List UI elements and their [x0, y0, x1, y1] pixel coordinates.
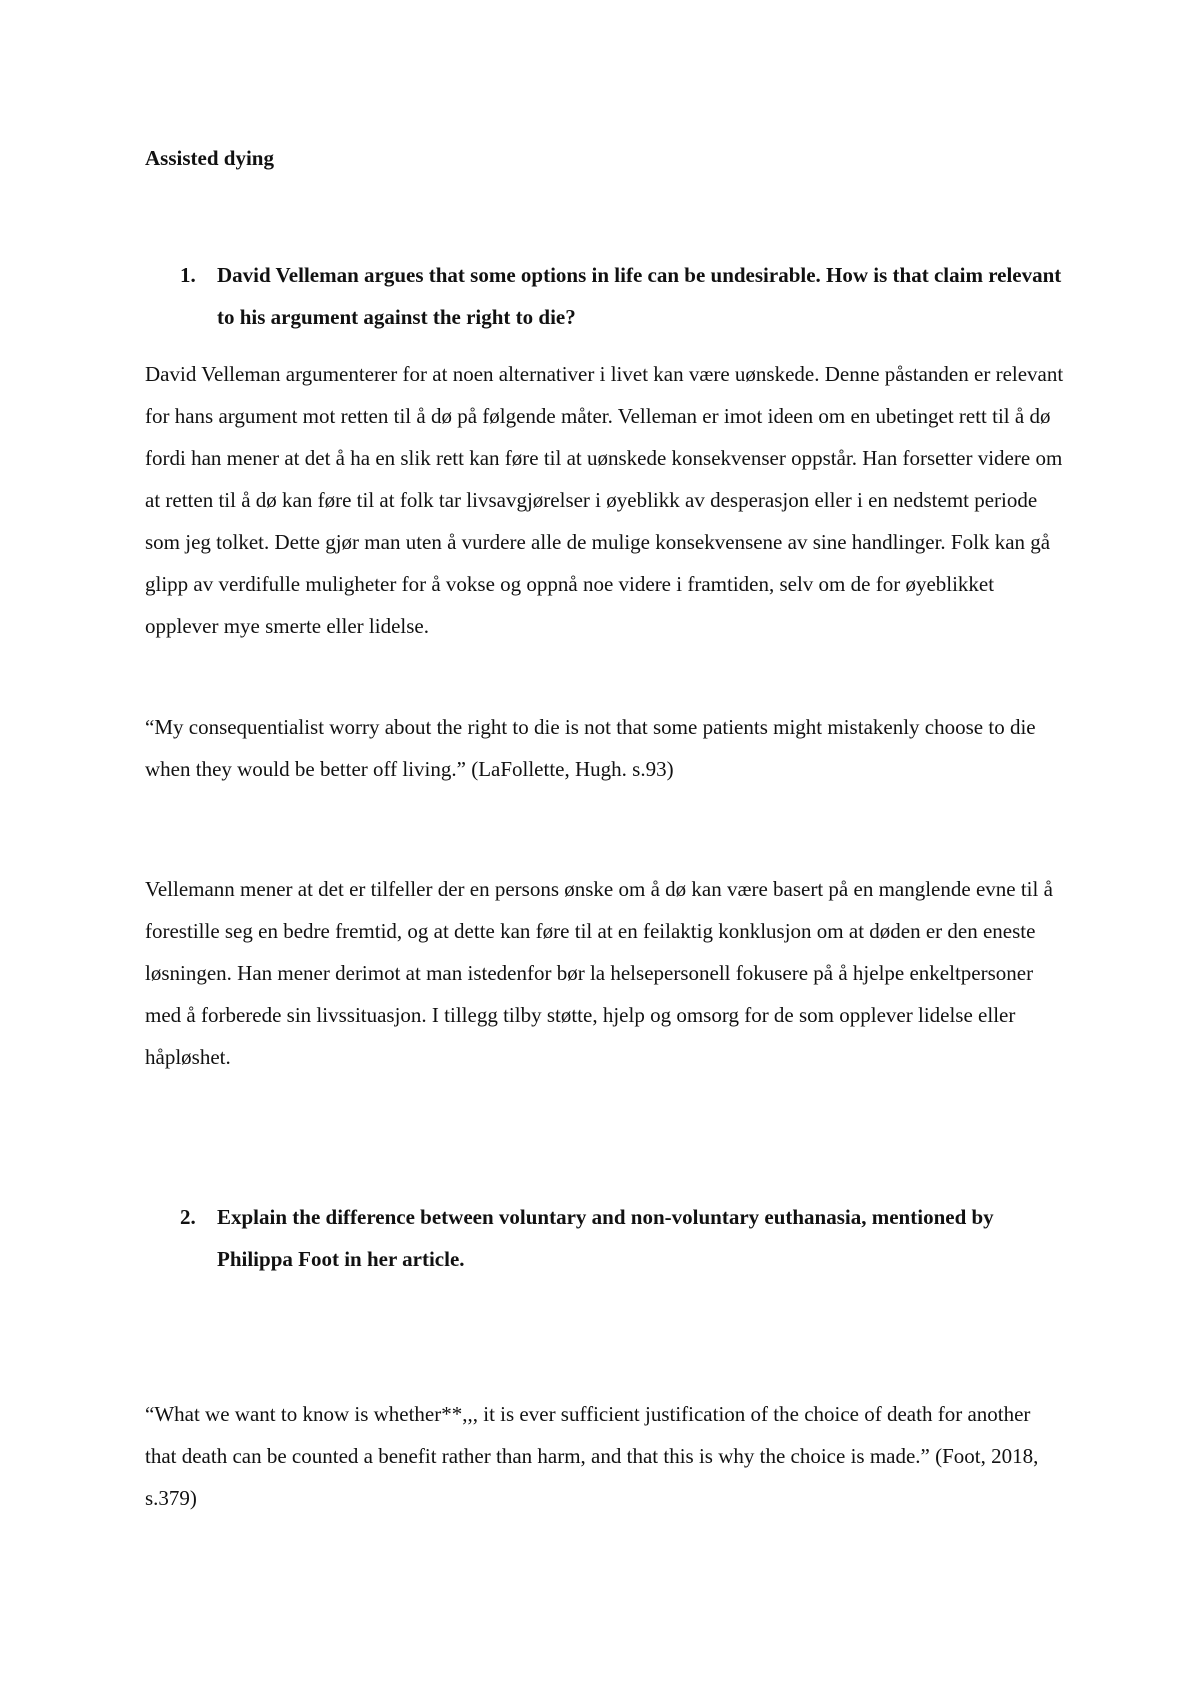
- document-title: Assisted dying: [145, 146, 274, 170]
- question-number: 1.: [180, 263, 196, 287]
- question-1: [145, 254, 1065, 338]
- quote-paragraph: “What we want to know is whether**,,, it is ever sufficient justification of the choice of death for another that death can be counted a benefit rather than harm, and that this is why the choice is made.” (Foot, 2018, s.379): [145, 1402, 1039, 1510]
- question-number: 2.: [180, 1205, 196, 1229]
- answer-paragraph: David Velleman argumenterer for at noen alternativer i livet kan være uønskede. Denne påstanden er relevant for hans argument mot retten til å dø på følgende måter. Velleman er imot ideen om en ubetinget rett til å dø fordi han mener at det å ha en slik rett kan føre til at uønskede konsekvenser oppstår. Han forsetter videre om at retten til å dø kan føre til at folk tar livsavgjørelser i øyeblikk av desperasjon eller i en nedstemt periode som jeg tolket. Dette gjør man uten å vurdere alle de mulige konsekvensene av sine handlinger. Folk kan gå glipp av verdifulle muligheter for å vokse og oppnå noe videre i framtiden, selv om de for øyeblikket opplever mye smerte eller lidelse.: [145, 362, 1064, 638]
- question-2: [145, 1196, 1065, 1280]
- answer-paragraph: Vellemann mener at det er tilfeller der en persons ønske om å dø kan være basert på en manglende evne til å forestille seg en bedre fremtid, og at dette kan føre til at en feilaktig konklusjon om at døden er den eneste løsningen. Han mener derimot at man istedenfor bør la helsepersonell fokusere på å hjelpe enkeltpersoner med å forberede sin livssituasjon. I tillegg tilby støtte, hjelp og omsorg for de som opplever lidelse eller håpløshet.: [145, 877, 1053, 1069]
- question-text: Explain the difference between voluntary and non-voluntary euthanasia, mentioned by Philippa Foot in her article.: [217, 1205, 994, 1271]
- question-text: David Velleman argues that some options in life can be undesirable. How is that claim relevant to his argument against the right to die?: [217, 263, 1062, 329]
- quote-paragraph: “My consequentialist worry about the right to die is not that some patients might mistakenly choose to die when they would be better off living.” (LaFollette, Hugh. s.93): [145, 715, 1036, 781]
